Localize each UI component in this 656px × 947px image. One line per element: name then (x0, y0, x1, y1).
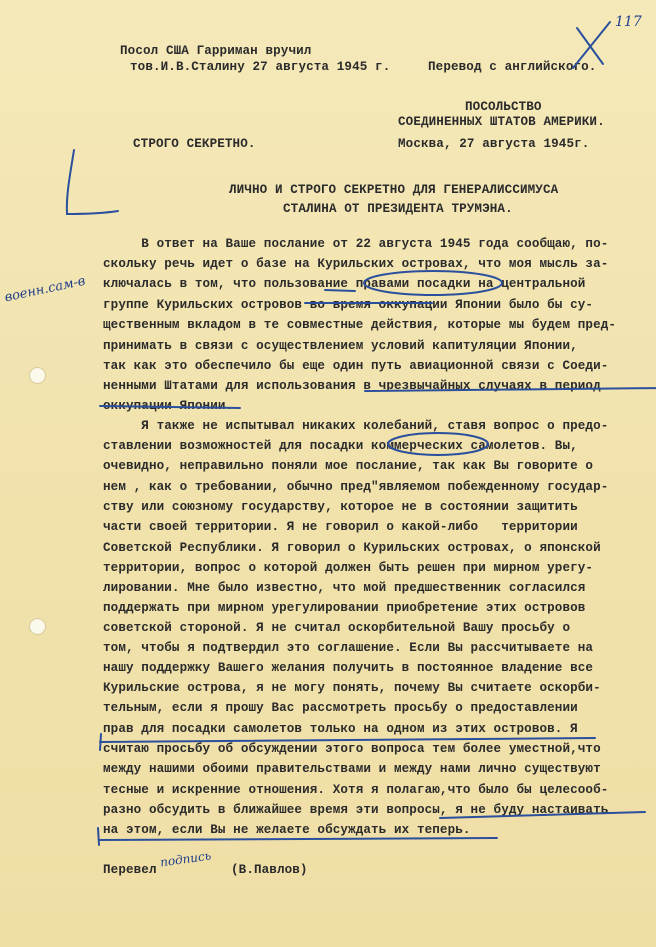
body-line: лировании. Мне было известно, что мой предшественник согласился (103, 581, 586, 595)
body-line: так как это обеспечило бы еще один путь авиационной связи с Соеди- (103, 359, 609, 373)
body-line: части своей территории. Я не говорил о какой-либо территории (103, 520, 578, 534)
classification-stamp: СТРОГО СЕКРЕТНО. (133, 137, 256, 151)
punch-hole (29, 618, 46, 635)
body-line: группе Курильских островов во время оккупации Японии было бы су- (103, 298, 594, 312)
margin-bracket-icon (67, 150, 118, 214)
embassy-name-line-1: ПОСОЛЬСТВО (465, 100, 542, 114)
body-line: советской стороной. Я не считал оскорбительной Вашу просьбу о (103, 621, 571, 635)
translation-note: Перевод с английского. (428, 60, 597, 74)
title-line-2: СТАЛИНА ОТ ПРЕЗИДЕНТА ТРУМЭНА. (283, 202, 513, 216)
body-line: Советской Республики. Я говорил о Курильских островах, о японской (103, 541, 601, 555)
body-line: ненными Штатами для использования в чрезвычайных случаях в период (103, 379, 601, 393)
body-line: В ответ на Ваше послание от 22 августа 1945 года сообщаю, по- (103, 237, 609, 251)
body-line: ключалась в том, что пользование правами посадки на центральной (103, 277, 586, 291)
body-line: считаю просьбу об обсуждении этого вопроса тем более уместной,что (103, 742, 601, 756)
body-line: ставлении возможностей для посадки коммерческих самолетов. Вы, (103, 439, 578, 453)
body-line: на этом, если Вы не желаете обсуждать их теперь. (103, 823, 471, 837)
body-line: нашу поддержку Вашего желания получить в постоянное владение все (103, 661, 594, 675)
body-line: оккупации Японии. (103, 399, 234, 413)
archive-page-number: 117 (615, 14, 642, 30)
body-line: ству или союзному государству, которое не в состоянии защитить (103, 500, 578, 514)
body-line: принимать в связи с осуществлением условий капитуляции Японии, (103, 339, 578, 353)
body-line: территории, вопрос о которой должен быть решен при мирном урегу- (103, 561, 594, 575)
margin-tick-mark (98, 828, 99, 845)
body-line: Курильские острова, я не могу понять, почему Вы считаете оскорби- (103, 681, 601, 695)
body-line: щественным вкладом в те совместные действия, которые мы будем пред- (103, 318, 617, 332)
place-date: Москва, 27 августа 1945г. (398, 137, 590, 151)
underline-mark (100, 838, 497, 840)
body-line: Я также не испытывал никаких колебаний, ставя вопрос о предо- (103, 419, 609, 433)
body-line: нем , как о требовании, обычно пред"являемом побежденному государ- (103, 480, 609, 494)
title-line-1: ЛИЧНО И СТРОГО СЕКРЕТНО ДЛЯ ГЕНЕРАЛИССИМУСА (229, 183, 559, 197)
margin-tick-mark (100, 734, 101, 750)
translator-signature: подпись (159, 848, 213, 870)
body-line: тельным, если я прошу Вас рассмотреть просьбу о предоставлении (103, 701, 578, 715)
body-line: тесные и искренние отношения. Хотя я полагаю,что было бы целесооб- (103, 783, 609, 797)
body-line: скольку речь идет о базе на Курильских островах, что моя мысль за- (103, 257, 609, 271)
body-line: прав для посадки самолетов только на одном из этих островов. Я (103, 722, 578, 736)
punch-hole (29, 367, 46, 384)
embassy-name-line-2: СОЕДИНЕННЫХ ШТАТОВ АМЕРИКИ. (398, 115, 605, 129)
body-line: между нашими обоими правительствами и между нами лично существуют (103, 762, 601, 776)
body-line: разно обсудить в ближайшее время эти вопросы, я не буду настаивать (103, 803, 609, 817)
translator-name: (В.Павлов) (231, 863, 308, 877)
body-line: поддержать при мирном урегулировании приобретение этих островов (103, 601, 586, 615)
delivery-note-line-1: Посол США Гарриман вручил (120, 44, 312, 58)
body-line: очевидно, неправильно поняли мое послание, так как Вы говорите о (103, 459, 594, 473)
margin-note: военн.сам-в (3, 273, 87, 306)
cross-mark-icon (577, 28, 603, 64)
translated-by-label: Перевел (103, 863, 157, 877)
delivery-note-line-2: тов.И.В.Сталину 27 августа 1945 г. (130, 60, 391, 74)
body-line: том, чтобы я подтвердил это соглашение. Если Вы рассчитываете на (103, 641, 594, 655)
